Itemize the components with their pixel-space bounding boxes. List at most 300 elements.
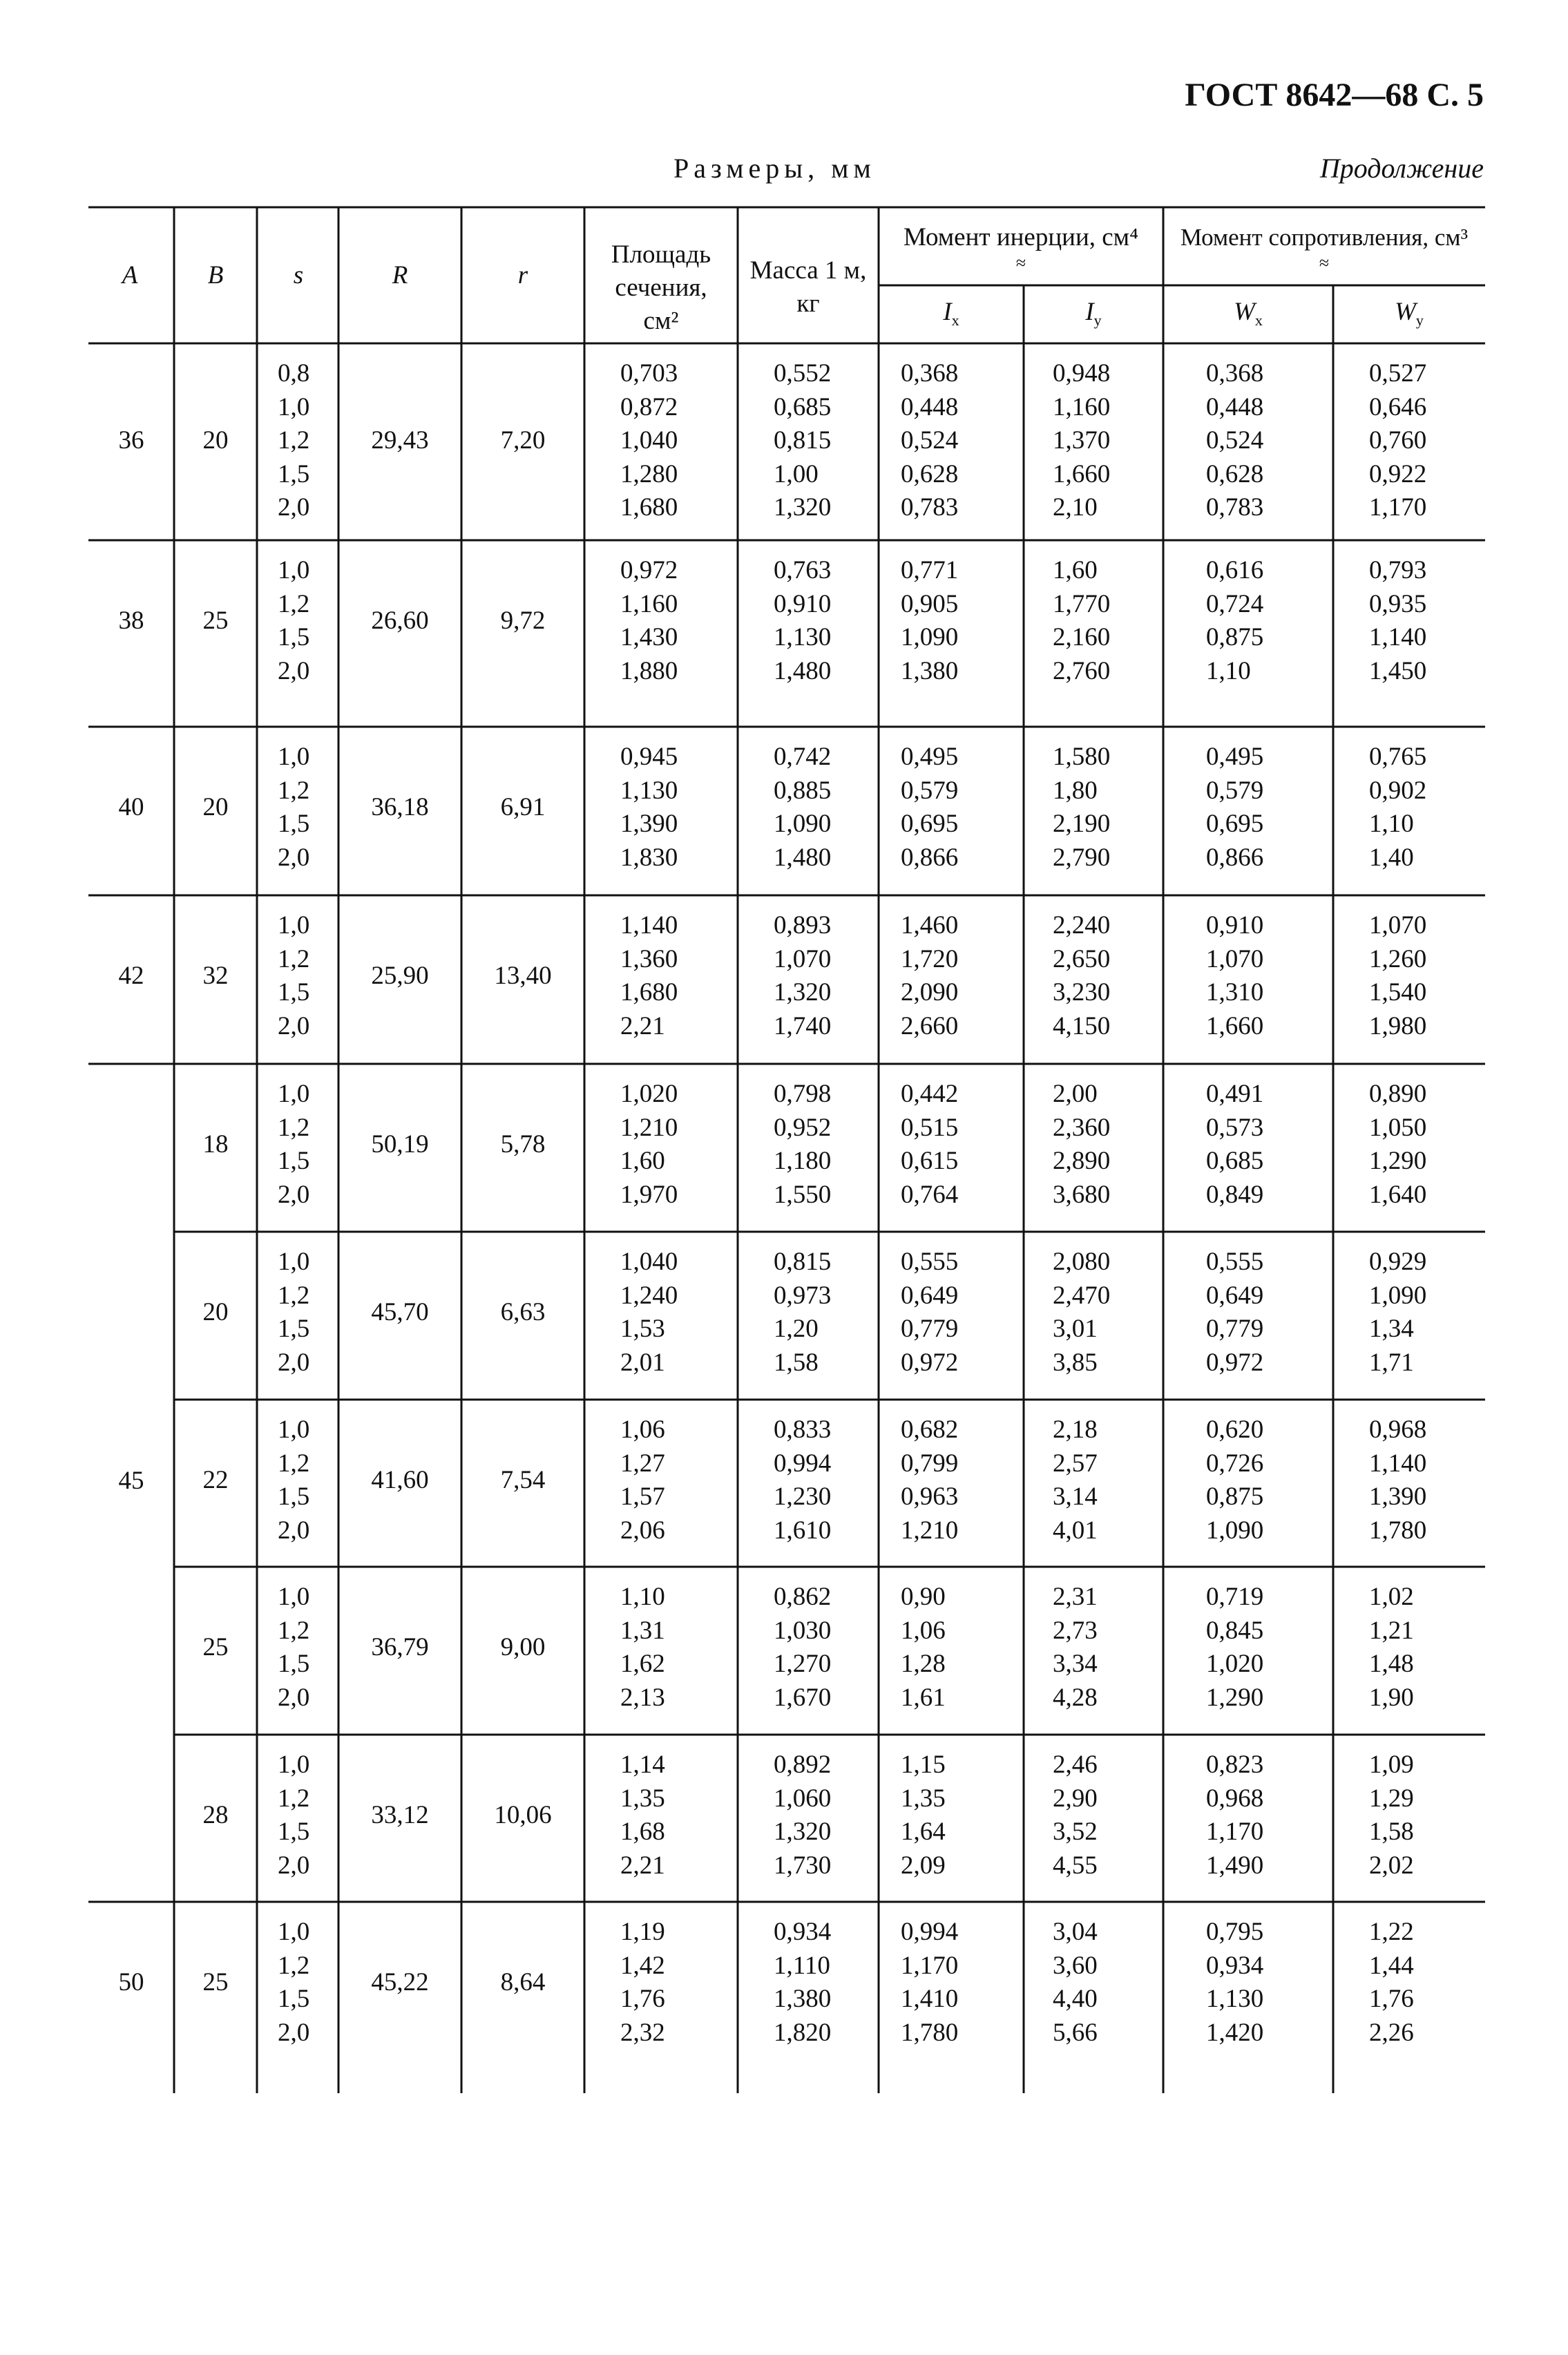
cell-B: 20 [202,793,229,821]
col-Wx-cell: 0,555 [1206,1248,1264,1276]
col-mass-cell: 1,670 [774,1683,832,1712]
col-Wy-cell: 0,793 [1369,556,1427,584]
col-Ix-cell: 1,460 [901,911,959,940]
col-Wx-cell: 0,724 [1206,589,1264,618]
col-mass-cell: 0,892 [774,1751,832,1779]
col-mass-cell: 1,820 [774,2018,832,2047]
col-Wx-cell: 1,420 [1206,2018,1264,2047]
col-Iy-cell: 4,28 [1053,1683,1098,1712]
col-Wx-cell: 0,726 [1206,1449,1264,1478]
col-header-Wx [1163,296,1333,337]
col-header-Ix [879,296,1024,337]
col-s-cell: 1,5 [278,1818,310,1846]
continuation-label: Продолжение [1319,153,1484,184]
col-s-cell: 2,0 [278,843,310,872]
cell-A: 45 [118,1467,144,1495]
col-Wx-cell: 0,628 [1206,459,1264,488]
col-mass-cell: 0,885 [774,776,832,805]
col-header-Iy-sub: y [1093,312,1102,329]
col-Ix-cell: 0,905 [901,589,959,618]
col-Iy-cell: 2,080 [1053,1248,1111,1276]
cell-B: 28 [202,1801,229,1829]
col-s-cell: 1,0 [278,743,310,771]
col-Iy-cell: 3,14 [1053,1482,1098,1511]
col-s-cell: 1,0 [278,1583,310,1611]
col-s-cell: 1,2 [278,1113,310,1142]
cell-r: 10,06 [494,1801,552,1829]
col-Wy-cell: 1,390 [1369,1482,1427,1511]
col-mass-cell: 1,20 [774,1315,819,1343]
col-s-cell: 2,0 [278,2018,310,2047]
col-s-cell: 2,0 [278,1348,310,1377]
col-mass-cell: 1,110 [774,1951,830,1980]
col-mass-cell: 0,798 [774,1080,832,1108]
col-s-cell: 1,5 [278,1985,310,2013]
col-Wx-cell: 0,719 [1206,1583,1264,1611]
col-header-Wx-letter: W [1234,298,1255,326]
col-Wx-cell: 0,573 [1206,1113,1264,1142]
col-area-cell: 1,680 [620,978,678,1007]
col-Iy-cell: 2,360 [1053,1113,1111,1142]
col-area-cell: 1,53 [620,1315,665,1343]
cell-r: 5,78 [500,1130,546,1159]
col-s-cell: 1,0 [278,1415,310,1444]
col-mass-cell: 1,230 [774,1482,832,1511]
col-mass-cell: 0,910 [774,589,832,618]
col-Iy-cell: 0,948 [1053,359,1111,388]
col-Wx-cell: 0,779 [1206,1315,1264,1343]
col-Ix-cell: 1,06 [901,1616,946,1645]
col-area-cell: 2,13 [620,1683,665,1712]
col-Wy-cell: 1,140 [1369,1449,1427,1478]
col-Wy-cell: 1,90 [1369,1683,1414,1712]
col-Ix-cell: 0,771 [901,556,959,584]
col-Iy-cell: 2,57 [1053,1449,1098,1478]
col-Iy-cell: 4,150 [1053,1011,1111,1040]
col-Ix-cell: 0,866 [901,843,959,872]
col-mass-cell: 1,180 [774,1147,832,1175]
col-Wy-cell: 0,902 [1369,776,1427,805]
col-s-cell: 1,2 [278,776,310,805]
col-Wy-cell: 1,21 [1369,1616,1414,1645]
col-header-resist-approx: ≈ [1319,253,1330,273]
col-Wx-cell: 0,875 [1206,623,1264,651]
col-s-cell: 1,2 [278,426,310,455]
cell-r: 9,72 [500,607,546,635]
col-Wy-cell: 1,140 [1369,623,1427,651]
col-Ix-cell: 0,695 [901,810,959,838]
col-mass-cell: 1,030 [774,1616,832,1645]
cell-A: 38 [118,607,144,635]
col-Wx-cell: 0,875 [1206,1482,1264,1511]
col-Ix-cell: 2,09 [901,1851,946,1880]
col-s-cell: 1,5 [278,1650,310,1678]
col-header-Ix-sub: x [951,312,959,329]
col-mass-cell: 1,480 [774,843,832,872]
cell-R: 45,70 [371,1298,429,1326]
col-Ix-cell: 0,649 [901,1281,959,1310]
col-Iy-cell: 2,650 [1053,944,1111,973]
col-header-r: r [517,261,528,289]
col-s-cell: 1,0 [278,392,310,421]
col-Ix-cell: 0,442 [901,1080,959,1108]
col-s-cell: 1,5 [278,1147,310,1175]
col-s-cell: 1,5 [278,459,310,488]
col-Wy-cell: 1,090 [1369,1281,1427,1310]
col-Iy-cell: 2,470 [1053,1281,1111,1310]
col-mass-cell: 1,270 [774,1650,832,1678]
col-header-resist [1163,221,1485,272]
col-mass-cell: 1,090 [774,810,832,838]
col-Iy-cell: 2,160 [1053,623,1111,651]
col-area-cell: 1,880 [620,656,678,685]
col-Wx-cell: 0,823 [1206,1751,1264,1779]
col-Iy-cell: 2,46 [1053,1751,1098,1779]
col-Ix-cell: 0,615 [901,1147,959,1175]
cell-B: 18 [202,1130,229,1159]
col-area-cell: 2,21 [620,1851,665,1880]
cell-r: 9,00 [500,1633,546,1661]
col-Wx-cell: 0,795 [1206,1918,1264,1946]
col-Wy-cell: 1,170 [1369,493,1427,522]
col-Wy-cell: 1,48 [1369,1650,1414,1678]
col-mass-cell: 1,320 [774,978,832,1007]
cell-A: 36 [118,426,144,455]
col-Wx-cell: 1,090 [1206,1516,1264,1545]
col-Iy-cell: 3,01 [1053,1315,1098,1343]
col-s-cell: 1,0 [278,1751,310,1779]
col-Ix-cell: 0,524 [901,426,959,455]
cell-R: 26,60 [371,607,429,635]
col-Wy-cell: 0,765 [1369,743,1427,771]
col-Ix-cell: 1,720 [901,944,959,973]
col-Iy-cell: 1,770 [1053,589,1111,618]
col-area-cell: 1,020 [620,1080,678,1108]
col-Ix-cell: 2,660 [901,1011,959,1040]
col-Wy-cell: 2,02 [1369,1851,1414,1880]
col-Ix-cell: 1,61 [901,1683,946,1712]
dimensions-label: Размеры, мм [673,153,876,184]
col-Iy-cell: 2,190 [1053,810,1111,838]
col-Wx-cell: 0,845 [1206,1616,1264,1645]
col-s-cell: 1,0 [278,1918,310,1946]
col-area-cell: 2,32 [620,2018,665,2047]
col-Wy-cell: 0,527 [1369,359,1427,388]
col-mass-cell: 1,320 [774,493,832,522]
col-Wx-cell: 0,495 [1206,743,1264,771]
col-Wy-cell: 1,34 [1369,1315,1414,1343]
col-Wy-cell: 1,450 [1369,656,1427,685]
col-Iy-cell: 3,85 [1053,1348,1098,1377]
col-Wy-cell: 1,76 [1369,1985,1414,2013]
col-Wy-cell: 1,640 [1369,1180,1427,1209]
col-s-cell: 1,0 [278,911,310,940]
col-s-cell: 1,5 [278,623,310,651]
col-Ix-cell: 0,579 [901,776,959,805]
col-mass-cell: 0,952 [774,1113,832,1142]
col-mass-cell: 0,815 [774,426,832,455]
col-Ix-cell: 0,448 [901,392,959,421]
col-Iy-cell: 4,01 [1053,1516,1098,1545]
col-Wx-cell: 0,849 [1206,1180,1264,1209]
col-Wy-cell: 1,10 [1369,810,1414,838]
col-Wy-cell: 1,070 [1369,911,1427,940]
col-Wy-cell: 0,890 [1369,1080,1427,1108]
col-Iy-cell: 3,34 [1053,1650,1098,1678]
col-Wx-cell: 1,490 [1206,1851,1264,1880]
col-mass-cell: 1,730 [774,1851,832,1880]
page-header-doc-ref: ГОСТ 8642—68 С. 5 [1185,77,1484,113]
col-Ix-cell: 1,090 [901,623,959,651]
col-Iy-cell: 3,60 [1053,1951,1098,1980]
cell-B: 32 [202,962,229,990]
col-Wx-cell: 1,130 [1206,1985,1264,2013]
col-s-cell: 1,5 [278,1482,310,1511]
col-mass-cell: 0,763 [774,556,832,584]
col-Wx-cell: 0,968 [1206,1784,1264,1813]
col-s-cell: 2,0 [278,656,310,685]
col-area-cell: 1,19 [620,1918,665,1946]
col-mass-cell: 1,320 [774,1818,832,1846]
col-mass-cell: 0,862 [774,1583,832,1611]
col-area-cell: 1,76 [620,1985,665,2013]
col-area-cell: 1,430 [620,623,678,651]
col-Ix-cell: 2,090 [901,978,959,1007]
col-header-area-line1: Площадь [611,240,711,269]
col-Wy-cell: 0,968 [1369,1415,1427,1444]
col-Wx-cell: 1,020 [1206,1650,1264,1678]
col-Iy-cell: 3,680 [1053,1180,1111,1209]
cell-R: 33,12 [371,1801,429,1829]
col-mass-cell: 1,550 [774,1180,832,1209]
cell-B: 25 [202,1968,229,1996]
col-Ix-cell: 1,64 [901,1818,946,1846]
col-area-cell: 1,35 [620,1784,665,1813]
col-Iy-cell: 2,10 [1053,493,1098,522]
col-Ix-cell: 1,15 [901,1751,946,1779]
col-Wy-cell: 1,050 [1369,1113,1427,1142]
col-Iy-cell: 5,66 [1053,2018,1098,2047]
col-header-Iy-letter: I [1085,298,1094,326]
col-area-cell: 1,130 [620,776,678,805]
col-s-cell: 1,5 [278,978,310,1007]
col-header-area [584,238,738,338]
col-s-cell: 1,2 [278,1784,310,1813]
col-Ix-cell: 0,368 [901,359,959,388]
col-area-cell: 1,68 [620,1818,665,1846]
col-Wy-cell: 1,09 [1369,1751,1414,1779]
col-Iy-cell: 1,580 [1053,743,1111,771]
col-s-cell: 2,0 [278,1516,310,1545]
col-Wy-cell: 0,646 [1369,392,1427,421]
col-header-resist-label: Момент сопротивления, см³ [1180,224,1469,251]
col-area-cell: 1,240 [620,1281,678,1310]
col-header-inertia-approx: ≈ [1015,253,1026,273]
col-Wx-cell: 0,866 [1206,843,1264,872]
cell-r: 7,20 [500,426,546,455]
col-s-cell: 2,0 [278,1180,310,1209]
col-Wx-cell: 0,620 [1206,1415,1264,1444]
col-mass-cell: 0,685 [774,392,832,421]
col-area-cell: 1,830 [620,843,678,872]
col-s-cell: 2,0 [278,1851,310,1880]
col-area-cell: 1,62 [620,1650,665,1678]
col-mass-cell: 0,973 [774,1281,832,1310]
col-Iy-cell: 2,240 [1053,911,1111,940]
col-area-cell: 1,140 [620,911,678,940]
col-Iy-cell: 1,60 [1053,556,1098,584]
col-Iy-cell: 2,760 [1053,656,1111,685]
col-Wx-cell: 0,649 [1206,1281,1264,1310]
col-area-cell: 1,040 [620,1248,678,1276]
col-Wx-cell: 0,685 [1206,1147,1264,1175]
col-Ix-cell: 1,410 [901,1985,959,2013]
cell-A: 50 [118,1968,144,1996]
col-header-s: s [293,261,304,289]
col-area-cell: 0,972 [620,556,678,584]
col-Wx-cell: 0,783 [1206,493,1264,522]
col-Wx-cell: 0,695 [1206,810,1264,838]
col-mass-cell: 1,00 [774,459,819,488]
col-Ix-cell: 1,380 [901,656,959,685]
cell-B: 25 [202,1633,229,1661]
col-s-cell: 1,0 [278,1080,310,1108]
col-area-cell: 1,160 [620,589,678,618]
col-Ix-cell: 0,779 [901,1315,959,1343]
cell-R: 29,43 [371,426,429,455]
col-Iy-cell: 2,31 [1053,1583,1098,1611]
col-area-cell: 1,14 [620,1751,665,1779]
col-area-cell: 1,680 [620,493,678,522]
col-Iy-cell: 1,160 [1053,392,1111,421]
col-area-cell: 1,31 [620,1616,665,1645]
col-Wx-cell: 1,310 [1206,978,1264,1007]
col-area-cell: 0,945 [620,743,678,771]
col-Iy-cell: 1,370 [1053,426,1111,455]
col-Wy-cell: 1,71 [1369,1348,1414,1377]
col-area-cell: 2,06 [620,1516,665,1545]
col-Wy-cell: 1,780 [1369,1516,1427,1545]
col-Ix-cell: 0,783 [901,493,959,522]
col-Ix-cell: 1,780 [901,2018,959,2047]
cell-A: 42 [118,962,144,990]
cell-A: 40 [118,793,144,821]
col-s-cell: 1,5 [278,1315,310,1343]
col-area-cell: 0,872 [620,392,678,421]
col-mass-cell: 1,610 [774,1516,832,1545]
col-Iy-cell: 1,660 [1053,459,1111,488]
cell-B: 25 [202,607,229,635]
cell-B: 22 [202,1466,229,1494]
col-Ix-cell: 1,28 [901,1650,946,1678]
col-header-mass-line1: Масса 1 м, [749,256,867,285]
cell-R: 25,90 [371,962,429,990]
col-area-cell: 2,01 [620,1348,665,1377]
col-area-cell: 1,10 [620,1583,665,1611]
col-s-cell: 1,2 [278,1616,310,1645]
col-mass-cell: 1,740 [774,1011,832,1040]
col-Iy-cell: 2,790 [1053,843,1111,872]
col-Wy-cell: 0,929 [1369,1248,1427,1276]
col-Wy-cell: 1,260 [1369,944,1427,973]
col-Wy-cell: 0,760 [1369,426,1427,455]
col-Wy-cell: 1,29 [1369,1784,1414,1813]
col-Wx-cell: 1,070 [1206,944,1264,973]
cell-r: 6,63 [500,1298,546,1326]
col-Wx-cell: 0,934 [1206,1951,1264,1980]
col-Wx-cell: 1,290 [1206,1683,1264,1712]
col-Wy-cell: 1,22 [1369,1918,1414,1946]
col-area-cell: 1,57 [620,1482,665,1511]
col-Wx-cell: 0,368 [1206,359,1264,388]
cell-r: 6,91 [500,793,546,821]
col-mass-cell: 1,58 [774,1348,819,1377]
col-Wx-cell: 0,491 [1206,1080,1264,1108]
col-Wy-cell: 1,290 [1369,1147,1427,1175]
col-Wx-cell: 0,616 [1206,556,1264,584]
col-mass-cell: 0,934 [774,1918,832,1946]
col-Wx-cell: 0,579 [1206,776,1264,805]
col-Ix-cell: 0,515 [901,1113,959,1142]
col-header-mass [738,254,879,321]
col-area-cell: 1,27 [620,1449,665,1478]
col-mass-cell: 1,480 [774,656,832,685]
col-mass-cell: 0,994 [774,1449,832,1478]
col-Iy-cell: 2,90 [1053,1784,1098,1813]
col-s-cell: 0,8 [278,359,310,388]
col-area-cell: 1,42 [620,1951,665,1980]
col-Wx-cell: 0,448 [1206,392,1264,421]
col-Wy-cell: 1,540 [1369,978,1427,1007]
col-mass-cell: 1,060 [774,1784,832,1813]
col-area-cell: 1,390 [620,810,678,838]
col-Ix-cell: 0,972 [901,1348,959,1377]
col-s-cell: 1,2 [278,1449,310,1478]
col-header-Wy-letter: W [1395,298,1416,326]
col-header-inertia [879,221,1163,272]
col-header-Ix-letter: I [943,298,952,326]
col-s-cell: 1,2 [278,589,310,618]
col-mass-cell: 0,742 [774,743,832,771]
col-Iy-cell: 3,52 [1053,1818,1098,1846]
col-s-cell: 1,2 [278,1281,310,1310]
col-Ix-cell: 0,555 [901,1248,959,1276]
col-Ix-cell: 0,90 [901,1583,946,1611]
col-area-cell: 2,21 [620,1011,665,1040]
col-area-cell: 1,06 [620,1415,665,1444]
col-header-inertia-label: Момент инерции, см⁴ [903,223,1138,251]
col-Iy-cell: 3,230 [1053,978,1111,1007]
col-Ix-cell: 0,682 [901,1415,959,1444]
col-header-Iy [1024,296,1163,337]
col-Ix-cell: 0,799 [901,1449,959,1478]
col-Wy-cell: 1,40 [1369,843,1414,872]
col-Iy-cell: 2,18 [1053,1415,1098,1444]
col-s-cell: 1,2 [278,1951,310,1980]
col-header-R: R [392,261,408,289]
col-Wx-cell: 1,170 [1206,1818,1264,1846]
col-area-cell: 1,60 [620,1147,665,1175]
col-mass-cell: 0,815 [774,1248,832,1276]
col-area-cell: 1,280 [620,459,678,488]
col-s-cell: 1,0 [278,1248,310,1276]
col-Wx-cell: 0,910 [1206,911,1264,940]
col-mass-cell: 1,070 [774,944,832,973]
col-Ix-cell: 0,764 [901,1180,959,1209]
col-Wy-cell: 0,935 [1369,589,1427,618]
col-mass-cell: 1,380 [774,1985,832,2013]
col-header-A: A [122,261,138,289]
